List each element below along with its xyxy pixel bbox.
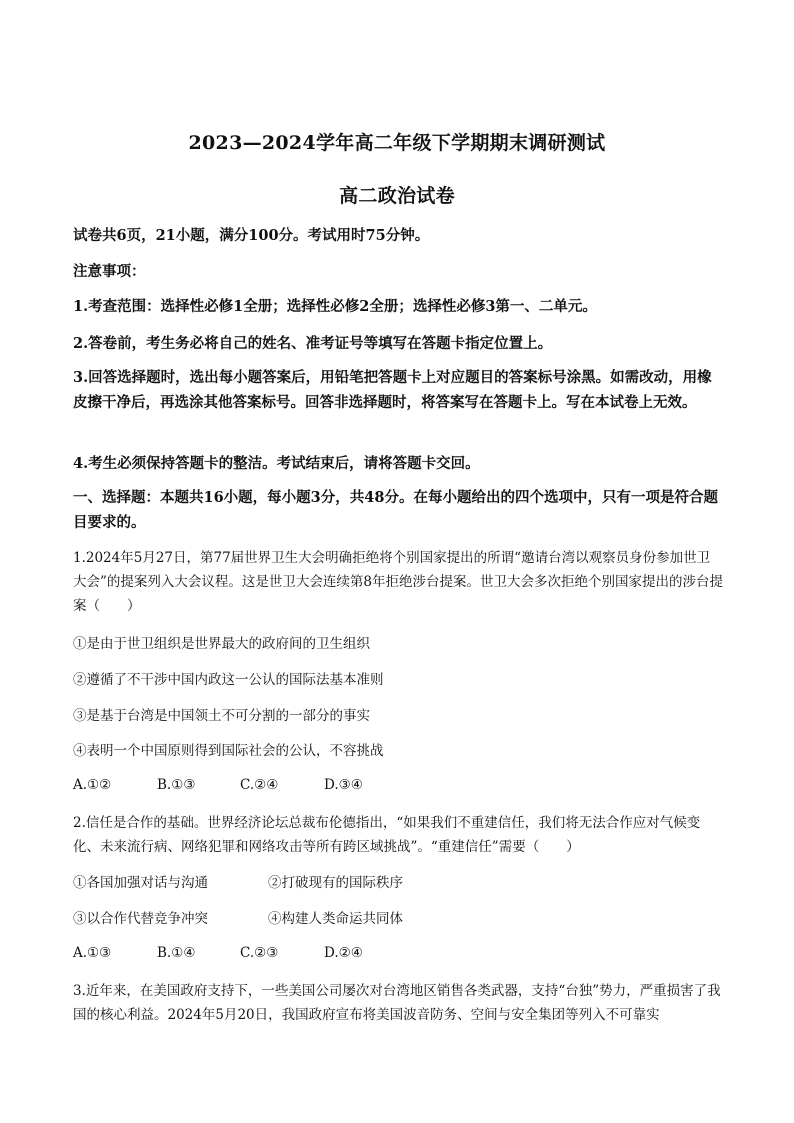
question-3-stem: 3.近年来，在美国政府支持下，一些美国公司屡次对台湾地区销售各类武器，支持“台独”势力，严重损害了我国的核心利益。2024年5月20日，我国政府宣布将美国波音防务、空间与安全集团等列入不可靠实 [73,983,721,1023]
question-2-choices [73,945,473,965]
question-1-choice-d[interactable]: D.③④ [324,777,363,793]
question-1-choice-b[interactable]: B.①③ [157,777,196,793]
question-2-choice-a[interactable]: A.①③ [73,945,112,961]
question-1-statement-4: ④表明一个中国原则得到国际社会的公认，不容挑战 [73,743,384,759]
question-2-statement-1: ①各国加强对话与沟通 [73,875,208,891]
question-1-statement-3: ③是基于台湾是中国领土不可分割的一部分的事实 [73,708,370,724]
question-1-statement-2: ②遵循了不干涉中国内政这一公认的国际法基本准则 [73,672,384,688]
question-1-choice-c[interactable]: C.②④ [240,777,279,793]
notes-heading: 注意事项： [73,263,146,280]
note-4: 4.考生必须保持答题卡的整洁。考试结束后，请将答题卡交回。 [73,455,480,472]
question-1-choice-a[interactable]: A.①② [73,777,112,793]
question-2-choice-c[interactable]: C.②③ [240,945,279,961]
question-2-statement-4: ④构建人类命运共同体 [268,911,403,927]
exam-title: 2023—2024学年高二年级下学期期末调研测试 [188,132,606,154]
note-2: 2.答卷前，考生务必将自己的姓名、准考证号等填写在答题卡指定位置上。 [73,335,553,352]
question-2-statement-3: ③以合作代替竞争冲突 [73,911,208,927]
question-2-stem: 2.信任是合作的基础。世界经济论坛总裁布伦德指出，“如果我们不重建信任，我们将无法合作应对气候变化、未来流行病、网络犯罪和网络攻击等所有跨区域挑战”。“重建信任”需要（ ） [73,815,701,855]
question-1-statement-1: ①是由于世卫组织是世界最大的政府间的卫生组织 [73,636,370,652]
note-3: 3.回答选择题时，选出每小题答案后，用铅笔把答题卡上对应题目的答案标号涂黑。如需改动，用橡皮擦干净后，再选涂其他答案标号。回答非选择题时，将答案写在答题卡上。写在本试卷上无效。 [73,369,712,411]
question-2-choice-d[interactable]: D.②④ [324,945,363,961]
question-1-stem: 1.2024年5月27日，第77届世界卫生大会明确拒绝将个别国家提出的所谓“邀请台湾以观察员身份参加世卫大会”的提案列入大会议程。这是世卫大会连续第8年拒绝涉台提案。世卫大会多次拒绝个别国家提出的涉台提案（ ） [73,550,723,614]
question-2-statement-2: ②打破现有的国际秩序 [268,875,403,891]
section-heading: 一、选择题：本题共16小题，每小题3分，共48分。在每小题给出的四个选项中，只有一项是符合题目要求的。 [73,489,718,531]
subject-title: 高二政治试卷 [339,185,455,207]
question-1-choices [73,777,473,797]
note-1: 1.考查范围：选择性必修1全册；选择性必修2全册；选择性必修3第一、二单元。 [73,298,597,315]
question-2-choice-b[interactable]: B.①④ [157,945,196,961]
exam-summary: 试卷共6页，21小题，满分100分。考试用时75分钟。 [73,227,430,244]
